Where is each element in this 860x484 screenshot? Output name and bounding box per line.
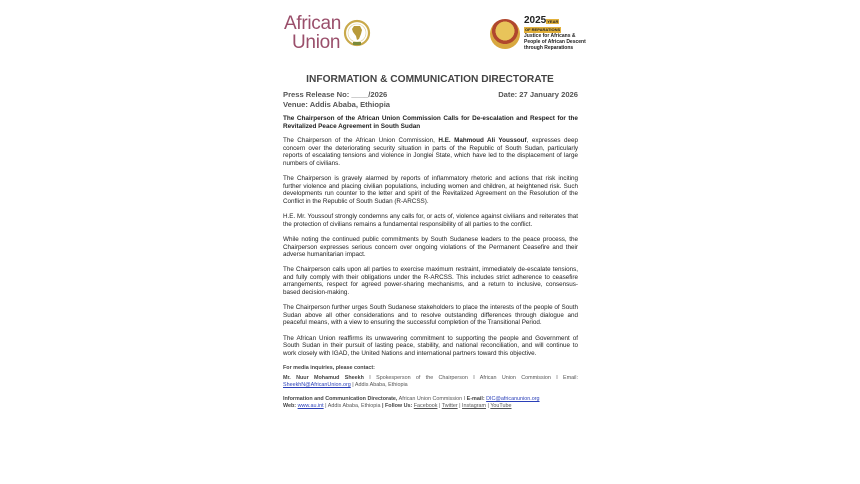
au-emblem-icon: [343, 19, 371, 47]
directorate-email-link[interactable]: DIC@africanunion.org: [486, 396, 540, 402]
year-of-reparations-logo: 2025YEAR OF REPARATIONS Justice for Africans & People of African Descent through Reparations: [490, 16, 586, 51]
footer: Information and Communication Directorate, African Union Commission I E-mail: DIC@africanunion.org Web: www.au.int | Addis Ababa, Ethiopia | Follow Us: Facebook | Twitter | Instagram | YouTube: [283, 396, 540, 409]
document-body: [283, 115, 578, 410]
reparations-emblem-icon: [490, 19, 520, 49]
facebook-link[interactable]: Facebook: [413, 403, 438, 409]
paragraph-2: The Chairperson is gravely alarmed by reports of inflammatory rhetoric and actions that risk inciting further violence and placing civilian populations, including women and children, at heightened risk. Such developments run counter to the letter and spirit of the Revitalized Agreement on the Resolution of the Conflict in the Republic of South Sudan (R-ARCSS).: [283, 175, 578, 205]
contact-email-link[interactable]: SheekhN@AfricanUnion.org: [283, 382, 351, 388]
paragraph-5: The Chairperson calls upon all parties to exercise maximum restraint, immediately de-escalate tensions, and fully comply with their obligations under the R-ARCSS. This includes strict adherence to ceasefire arrangements, respect for agreed power-sharing mechanisms, and a return to inclusive, consensus-based decision-making.: [283, 266, 578, 297]
paragraph-1: The Chairperson of the African Union Commission, H.E. Mahmoud Ali Youssouf, expresses deep concern over the deteriorating security situation in parts of the Republic of South Sudan, particularly reports of escalating tensions and violence in Jonglei State, which have led to the displacement of large numbers of civilians.: [283, 137, 578, 167]
chairperson-name: H.E. Mahmoud Ali Youssouf: [438, 137, 527, 145]
website-link[interactable]: www.au.int: [297, 403, 324, 409]
instagram-link[interactable]: Instagram: [462, 403, 487, 409]
media-heading: For media inquiries, please contact:: [283, 365, 375, 371]
press-release-meta: [283, 90, 578, 99]
directorate-title: INFORMATION & COMMUNICATION DIRECTORATE: [306, 74, 554, 85]
african-union-logo: [284, 14, 371, 52]
press-release-number: Press Release No: ____/2026: [283, 90, 388, 99]
press-release-venue: Venue: Addis Ababa, Ethiopia: [283, 100, 391, 109]
press-release-date: Date: 27 January 2026: [498, 90, 578, 99]
headline: The Chairperson of the African Union Commission Calls for De-escalation and Respect for the Revitalized Peace Agreement in South Sudan: [283, 115, 578, 130]
paragraph-4: While noting the continued public commitments by South Sudanese leaders to the peace process, the Chairperson expresses serious concern over ongoing violations of the Permanent Ceasefire and their adverse humanitarian impact.: [283, 235, 578, 259]
media-contact: Mr. Nuur Mohamud Sheekh I Spokesperson of the Chairperson I African Union Commission I Email: SheekhN@AfricanUnion.org | Addis Ababa, Ethiopia: [283, 375, 578, 388]
au-logo-text: African Union: [284, 13, 342, 53]
twitter-link[interactable]: Twitter: [441, 403, 458, 409]
paragraph-7: The African Union reaffirms its unwavering commitment to supporting the people and Government of South Sudan in their pursuit of lasting peace, stability, and national reconciliation, and will continue to work closely with IGAD, the United Nations and international partners toward this objective.: [283, 334, 578, 357]
paragraph-6: The Chairperson further urges South Sudanese stakeholders to place the interests of the people of South Sudan above all other considerations and to resolve outstanding differences through dialogue and peaceful means, with a view to ensuring the successful completion of the Transitional Period.: [283, 304, 578, 327]
youtube-link[interactable]: YouTube: [490, 403, 512, 409]
paragraph-3: H.E. Mr. Youssouf strongly condemns any calls for, or acts of, violence against civilians and reiterates that the protection of civilians remains a fundamental responsibility of all parties to the conflict.: [283, 213, 578, 228]
contact-name: Mr. Nuur Mohamud Sheekh: [283, 375, 364, 381]
